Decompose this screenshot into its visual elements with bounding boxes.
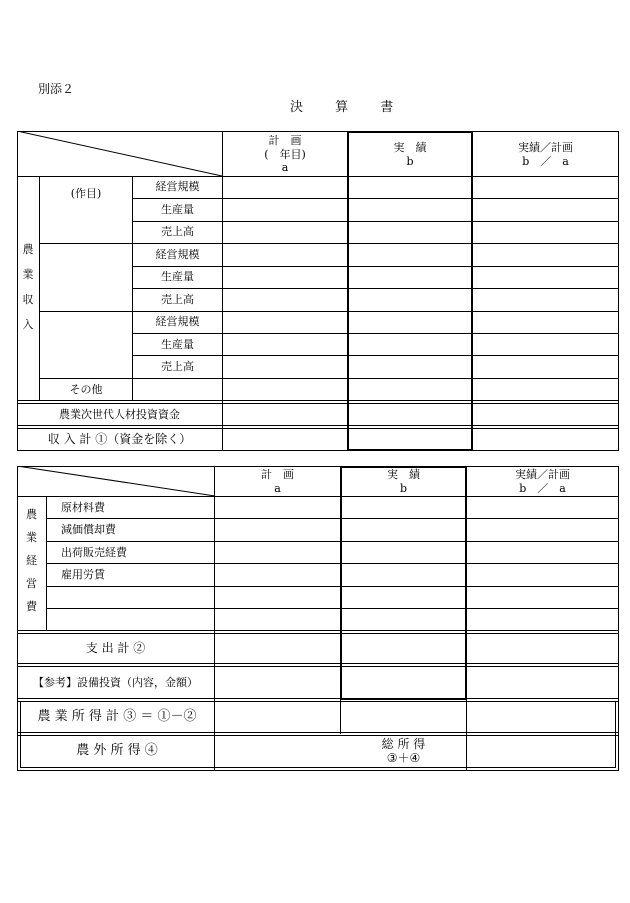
- page-title: 決 算 書: [290, 100, 408, 115]
- actual-column-header: 実 績 b: [393, 140, 427, 168]
- agricultural-income-group-label: 農 業 収 入: [22, 243, 34, 331]
- nonfarm-income-label: 農 外 所 得 ④: [76, 743, 158, 759]
- actual-column-highlight: [347, 131, 473, 451]
- ratio-column-header: 実績／計画 b ／ a: [515, 467, 570, 495]
- actual-column-header: 実 績 b: [387, 467, 420, 495]
- crop-label: (作目): [70, 187, 102, 201]
- appendix-label: 別添２: [38, 82, 75, 96]
- actual-column-highlight: [340, 466, 467, 700]
- row-label-production: 生産量: [161, 338, 194, 352]
- header-diagonal-line: [17, 131, 222, 177]
- row-label-sales: 売上高: [161, 360, 194, 374]
- farm-expense-group-label: 農 業 経 営 費: [26, 508, 37, 613]
- expense-blank-row: [47, 609, 214, 630]
- row-label-sales: 売上高: [161, 293, 194, 307]
- ratio-column-header: 実績／計画 b ／ a: [518, 140, 573, 168]
- farm-income-total-label: 農 業 所 得 計 ③ ＝ ①－②: [37, 708, 197, 724]
- total-income-label: 総 所 得 ③＋④: [381, 736, 426, 765]
- subsidy-label: 農業次世代人材投資資金: [59, 407, 180, 421]
- expense-total-label: 支 出 計 ②: [85, 641, 146, 655]
- reference-investment-label: 【参考】設備投資（内容，金額）: [33, 675, 198, 689]
- income-table: [17, 131, 619, 451]
- expense-labor: 雇用労賃: [61, 568, 105, 582]
- header-diagonal-line: [17, 466, 215, 497]
- income-total-label: 収 入 計 ①（資金を除く）: [47, 432, 192, 446]
- expense-blank-row: [47, 587, 214, 608]
- row-label-scale: 経営規模: [155, 180, 200, 194]
- row-label-production: 生産量: [161, 203, 194, 217]
- row-label-scale: 経営規模: [155, 248, 200, 262]
- row-label-scale: 経営規模: [155, 315, 200, 329]
- plan-column-header: 計 画 a: [261, 467, 294, 495]
- row-label-sales: 売上高: [161, 225, 194, 239]
- expense-shipping-sales: 出荷販売経費: [61, 545, 127, 559]
- expense-raw-materials: 原材料費: [61, 500, 105, 514]
- other-label: その他: [69, 382, 103, 396]
- expense-depreciation: 減価償却費: [61, 523, 116, 537]
- row-label-production: 生産量: [161, 270, 194, 284]
- expense-table: [17, 466, 619, 771]
- plan-column-header: 計 画 ( 年目) a: [264, 133, 306, 175]
